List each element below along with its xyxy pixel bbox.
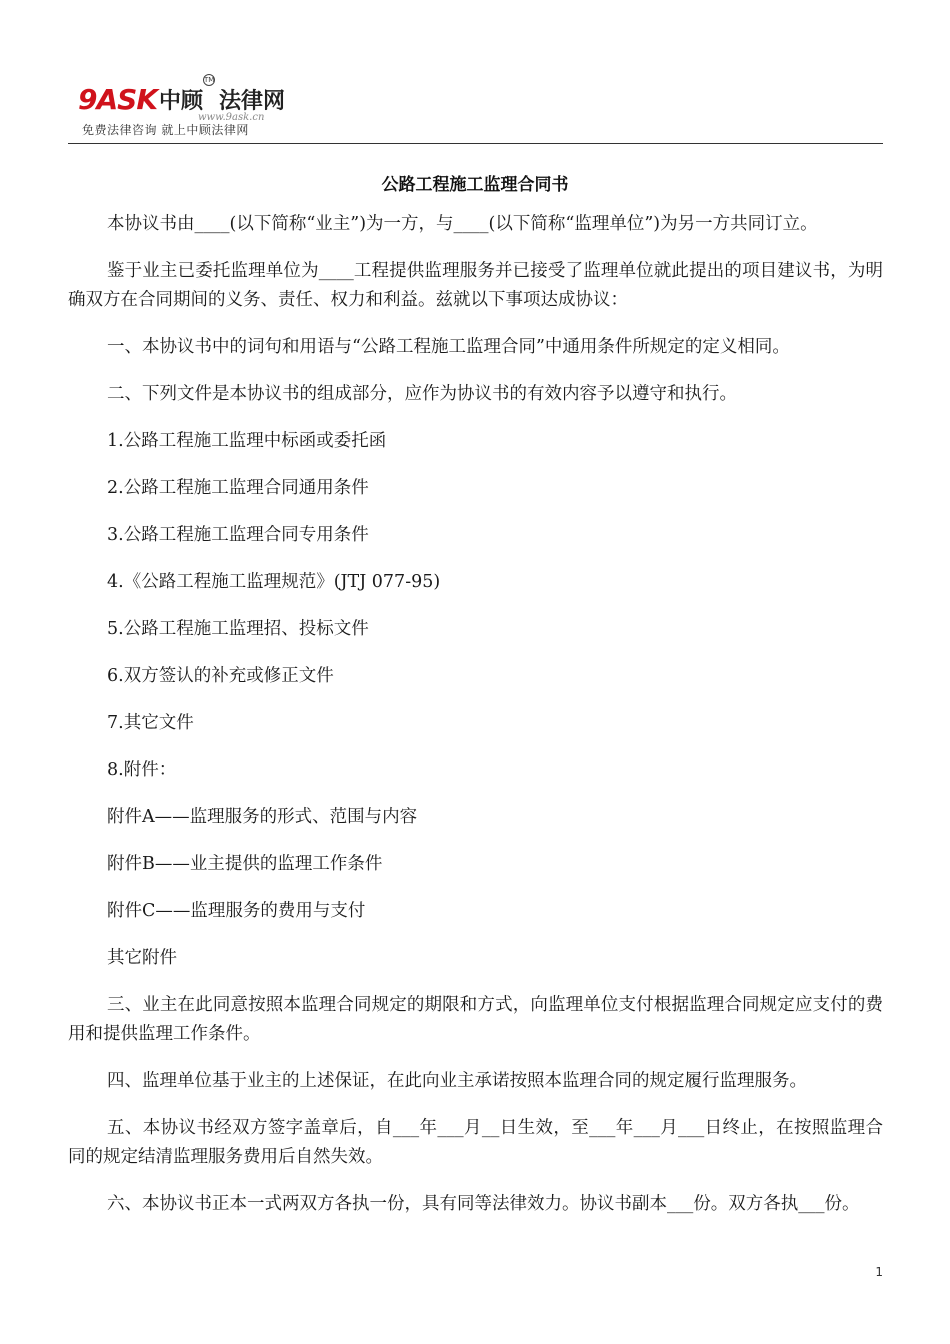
attachment-item: 附件A——监理服务的形式、范围与内容	[107, 807, 418, 827]
clause-2: 二、下列文件是本协议书的组成部分，应作为协议书的有效内容予以遵守和执行。	[107, 384, 737, 404]
header-divider	[68, 143, 883, 144]
attachment-item: 其它附件	[107, 948, 177, 968]
clause-1: 一、本协议书中的词句和用语与“公路工程施工监理合同”中通用条件所规定的定义相同。	[107, 337, 790, 357]
document-list-item: 3.公路工程施工监理合同专用条件	[107, 525, 369, 545]
clause-5: 五、本协议书经双方签字盖章后，自___年___月__日生效，至___年___月___日终止，在按照监理合同的规定结清监理服务费用后自然失效。	[68, 1118, 883, 1167]
site-url: www.9ask.cn	[198, 112, 265, 123]
site-logo[interactable]	[78, 74, 285, 114]
document-list-item: 7.其它文件	[107, 713, 194, 733]
clause-3: 三、业主在此同意按照本监理合同规定的期限和方式，向监理单位支付根据监理合同规定应支付的费用和提供监理工作条件。	[68, 995, 883, 1044]
logo-falvwang-text: 法律网	[219, 88, 286, 114]
document-list-item: 6.双方签认的补充或修正文件	[107, 666, 334, 686]
logo-9ask-text: 9ASK	[78, 83, 158, 116]
document-title: 公路工程施工监理合同书	[381, 175, 569, 195]
clause-4: 四、监理单位基于业主的上述保证，在此向业主承诺按照本监理合同的规定履行监理服务。	[107, 1071, 807, 1091]
document-list-item: 5.公路工程施工监理招、投标文件	[107, 619, 369, 639]
attachment-item: 附件C——监理服务的费用与支付	[107, 901, 366, 921]
page-number: 1	[875, 1265, 883, 1279]
attachment-item: 附件B——业主提供的监理工作条件	[107, 854, 383, 874]
trademark-icon: TM	[204, 76, 215, 84]
document-list-item: 4.《公路工程施工监理规范》(JTJ 077-95)	[107, 572, 441, 592]
document-list-item: 2.公路工程施工监理合同通用条件	[107, 478, 369, 498]
page-header	[68, 70, 883, 144]
document-list-item: 1.公路工程施工监理中标函或委托函	[107, 431, 387, 451]
paragraph-parties: 本协议书由____(以下简称“业主”)为一方，与____(以下简称“监理单位”)为另一方共同订立。	[107, 214, 818, 234]
site-slogan: 免费法律咨询 就上中顾法律网	[82, 123, 249, 137]
logo-zhonggu-text: 中顾	[159, 88, 204, 114]
document-list-item: 8.附件：	[107, 760, 177, 780]
document-body	[68, 210, 883, 1237]
paragraph-recital: 鉴于业主已委托监理单位为____工程提供监理服务并已接受了监理单位就此提出的项目建议书，为明确双方在合同期间的义务、责任、权力和利益。兹就以下事项达成协议：	[68, 261, 883, 310]
clause-6: 六、本协议书正本一式两双方各执一份，具有同等法律效力。协议书副本___份。双方各执___份。	[107, 1194, 860, 1214]
